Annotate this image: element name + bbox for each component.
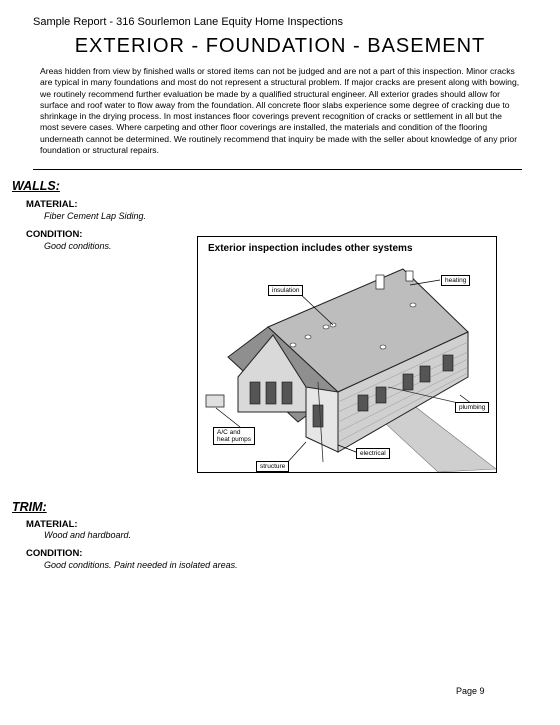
walls-condition-value: Good conditions.	[44, 241, 112, 251]
trim-material-label: MATERIAL:	[26, 519, 78, 530]
walls-condition-label: CONDITION:	[26, 229, 83, 240]
callout-heating: heating	[441, 275, 470, 286]
exterior-systems-figure	[197, 236, 497, 473]
ac-unit	[206, 395, 224, 407]
callout-plumbing: plumbing	[455, 402, 489, 413]
callout-ac-heat-pumps: A/C and heat pumps	[213, 427, 255, 445]
trim-heading: TRIM:	[12, 500, 47, 514]
walls-material-value: Fiber Cement Lap Siding.	[44, 211, 147, 221]
callout-insulation: insulation	[268, 285, 303, 296]
callout-structure: structure	[256, 461, 289, 472]
walls-material-label: MATERIAL:	[26, 199, 78, 210]
heating-vent	[376, 275, 384, 289]
page-number: Page 9	[456, 686, 485, 696]
intro-paragraph: Areas hidden from view by finished walls or stored items can not be judged and are not a part of this inspection. Minor cracks are typical in many foundations and most do not represent a structural problem. If major cracks are present along with bowing, we routinely recommend further evaluation be made by a qualified structural engineer. All exterior grades should allow for surface and roof water to flow away from the foundation. All concrete floor slabs experience some degree of cracking due to shrinkage in the drying process. In most instances floor coverings prevent recognition of cracks or settlement in all but the most severe cases. Where carpeting and other floor coverings are installed, the materials and condition of the flooring underneath cannot be determined. We routinely recommend that inquiry be made with the seller about knowledge of any prior foundation or structural repairs.	[40, 66, 520, 156]
section-divider	[33, 169, 522, 170]
walls-heading: WALLS:	[12, 179, 60, 193]
callout-electrical: electrical	[356, 448, 390, 459]
report-header-line: Sample Report - 316 Sourlemon Lane Equity Home Inspections	[33, 16, 344, 28]
figure-caption: Exterior inspection includes other systems	[208, 243, 413, 254]
trim-condition-label: CONDITION:	[26, 548, 83, 559]
trim-material-value: Wood and hardboard.	[44, 530, 132, 540]
page-title: EXTERIOR - FOUNDATION - BASEMENT	[74, 35, 486, 57]
trim-condition-value: Good conditions. Paint needed in isolated areas.	[44, 560, 238, 570]
